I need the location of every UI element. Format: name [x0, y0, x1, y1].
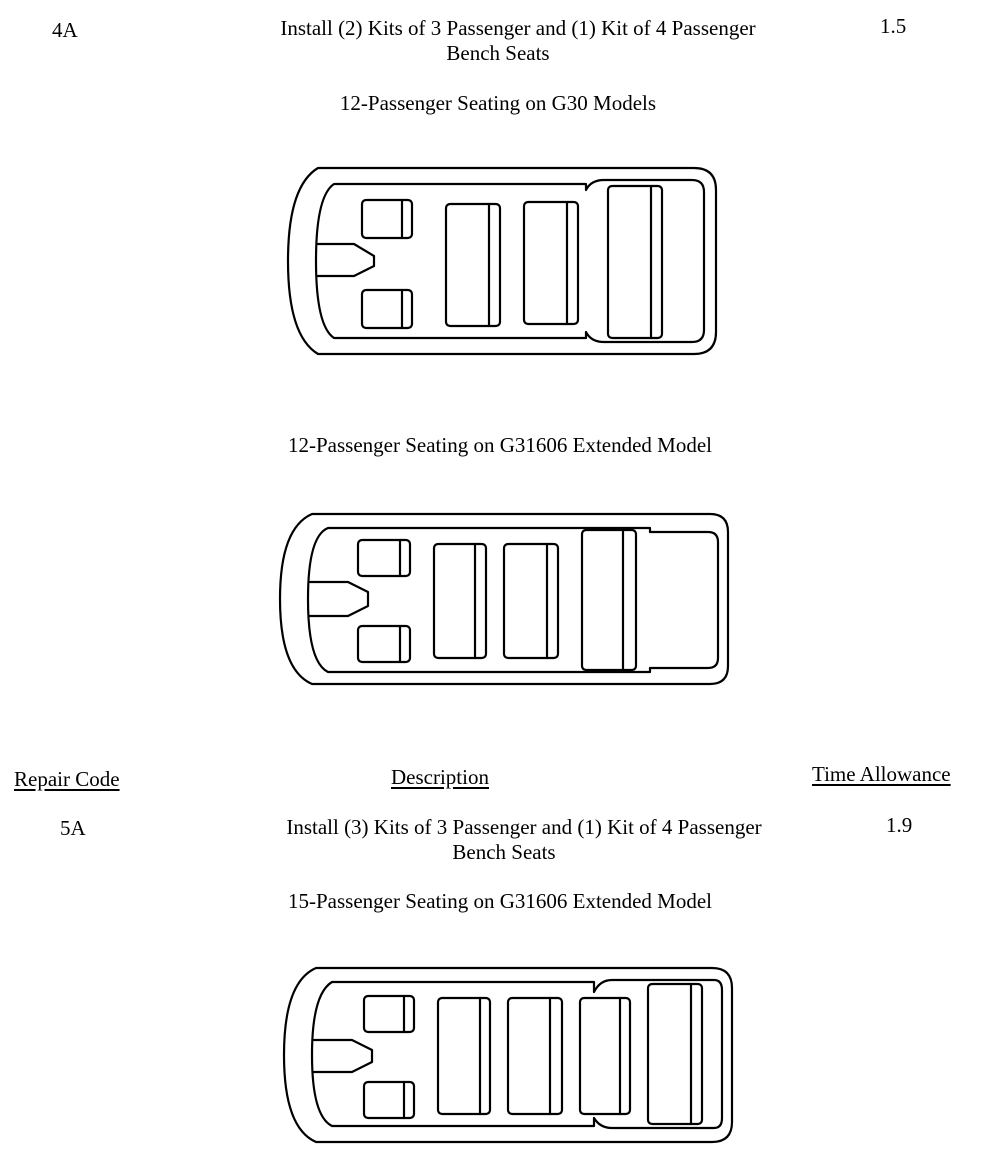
van-seating-diagram-g31606-15: [282, 966, 734, 1146]
caption-g30-12-passenger: 12-Passenger Seating on G30 Models: [339, 91, 657, 115]
header-description: Description: [391, 765, 489, 789]
bench-seat-row-3: [608, 186, 662, 338]
van-cabin-outline: [312, 980, 722, 1128]
header-time-allowance: Time Allowance: [812, 762, 951, 786]
bench-seat-row-1: [434, 544, 486, 658]
passenger-seat: [364, 1082, 414, 1118]
van-seating-diagram-g31606-12: [278, 512, 730, 688]
engine-cover: [310, 582, 368, 616]
bench-seat-row-3: [582, 530, 636, 670]
bench-seat-row-4: [648, 984, 702, 1124]
bench-seat-row-2: [524, 202, 578, 324]
bench-seat-row-1: [438, 998, 490, 1114]
repair-code-5a: 5A: [60, 816, 86, 840]
driver-seat: [364, 996, 414, 1032]
passenger-seat: [362, 290, 412, 328]
bench-seat-row-2: [504, 544, 558, 658]
description-4a-line1: Install (2) Kits of 3 Passenger and (1) Kit of 4 Passenger: [280, 16, 756, 40]
caption-g31606-15-passenger: 15-Passenger Seating on G31606 Extended Model: [287, 889, 712, 913]
driver-seat: [362, 200, 412, 238]
description-4a-line2: Bench Seats: [446, 41, 550, 65]
time-allowance-5a: 1.9: [886, 813, 913, 837]
bench-seat-row-1: [446, 204, 500, 326]
engine-cover: [318, 244, 374, 276]
caption-g31606-12-passenger: 12-Passenger Seating on G31606 Extended Model: [287, 433, 712, 457]
bench-seat-row-3: [580, 998, 630, 1114]
description-5a-line2: Bench Seats: [452, 840, 556, 864]
repair-code-4a: 4A: [52, 18, 78, 42]
header-repair-code: Repair Code: [14, 767, 120, 791]
driver-seat: [358, 540, 410, 576]
van-seating-diagram-g30: [286, 166, 718, 358]
time-allowance-4a: 1.5: [880, 14, 907, 38]
passenger-seat: [358, 626, 410, 662]
engine-cover: [314, 1040, 372, 1072]
bench-seat-row-2: [508, 998, 562, 1114]
description-5a-line1: Install (3) Kits of 3 Passenger and (1) Kit of 4 Passenger: [286, 815, 762, 839]
van-cabin-outline: [308, 528, 718, 672]
